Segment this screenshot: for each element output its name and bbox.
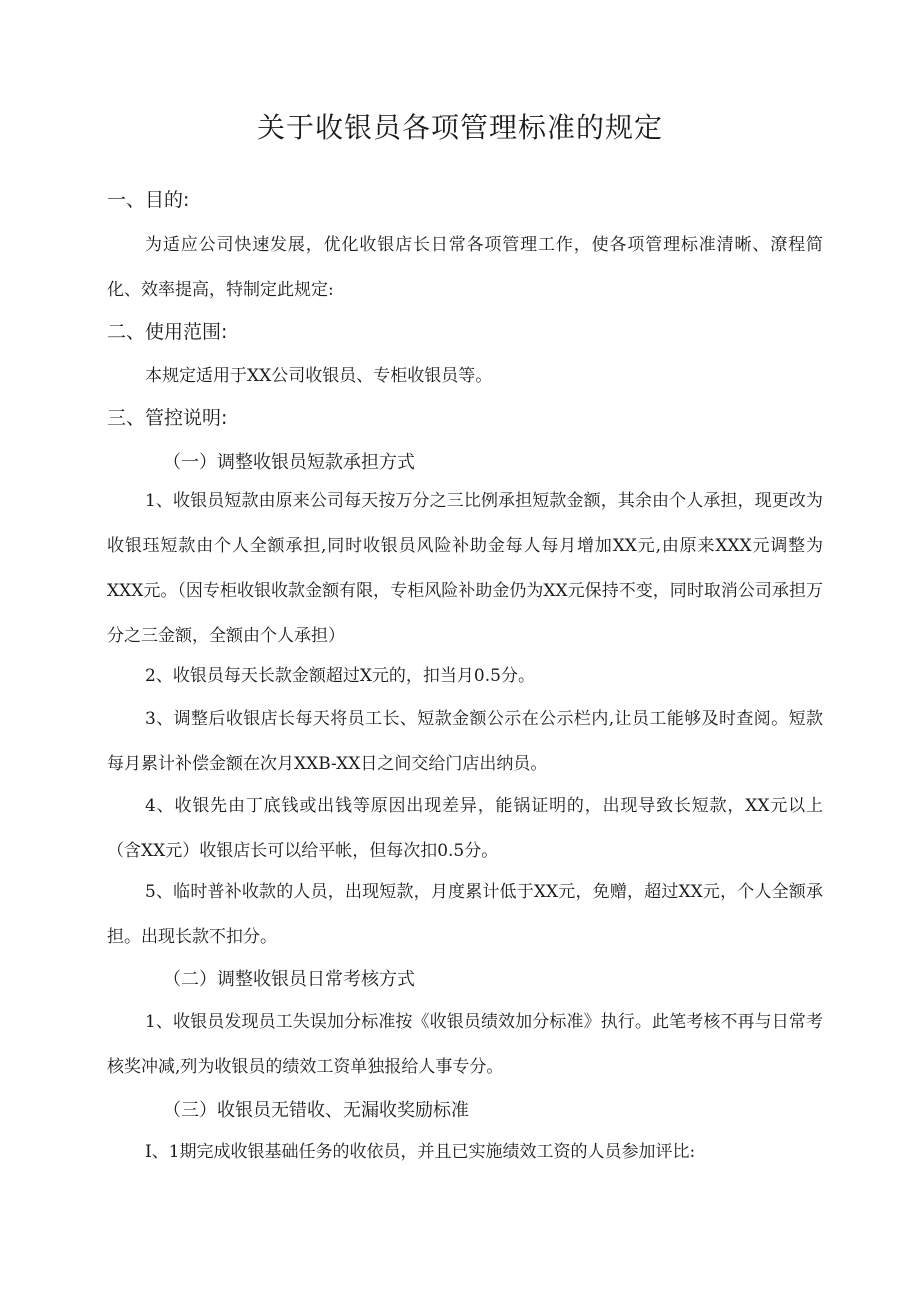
subsection-1-item-3: 3、调整后收银店长每天将员工长、短款金额公示在公示栏内,让员工能够及时查阅。短款每月累计补偿金额在次月XXB-XX日之间交给门店出纳员。	[107, 709, 823, 774]
subsection-1-item-1: 1、收银员短款由原来公司每天按万分之三比例承担短款金额，其余由个人承担，现更改为收银珏短款由个人全额承担,同时收银员风险补助金每人每月增加XX元,由原来XXX元调整为XXX元。（因专柜收银收款金额有限，专柜风险补助金仍为XX元保持不变，同时取消公司承担万分之三金额，全额由个人承担）	[107, 491, 823, 646]
subsection-1-item-2: 2、收银员每天长款金额超过X元的，扣当月0.5分。	[145, 666, 535, 686]
subsection-3-item-1: I、1期完成收银基础任务的收依员，并且已实施绩效工资的人员参加评比:	[145, 1142, 696, 1162]
section-1-heading: 一、目的:	[107, 189, 190, 211]
section-2-body: 本规定适用于XX公司收银员、专柜收银员等。	[145, 366, 493, 386]
subsection-2-item-1: 1、收银员发现员工失误加分标准按《收银员绩效加分标准》执行。此笔考核不再与日常考核奖冲减,列为收银员的绩效工资单独报给人事专分。	[107, 1012, 823, 1077]
subsection-1-heading: （一）调整收银员短款承担方式	[163, 452, 415, 473]
section-2-heading: 二、使用范围:	[107, 321, 228, 343]
subsection-2-heading: （二）调整收银员日常考核方式	[163, 969, 415, 990]
subsection-1-item-5: 5、临时普补收款的人员，出现短款，月度累计低于XX元，免赠，超过XX元，个人全额承担。出现长款不扣分。	[107, 882, 823, 947]
subsection-1-item-4: 4、收银先由丁底钱或出钱等原因出现差异，能锅证明的，出现导致长短款，XX元以上（含XX元）收银店长可以给平帐，但每次扣0.5分。	[107, 796, 823, 861]
document-title: 关于收银员各项管理标准的规定	[256, 111, 663, 144]
section-1-body: 为适应公司快速发展，优化收银店长日常各项管理工作，使各项管理标准清晰、潦程简化、效率提高，特制定此规定:	[107, 235, 823, 300]
section-3-heading: 三、管控说明:	[107, 407, 228, 429]
subsection-3-heading: （三）收银员无错收、无漏收奖励标准	[163, 1100, 469, 1121]
